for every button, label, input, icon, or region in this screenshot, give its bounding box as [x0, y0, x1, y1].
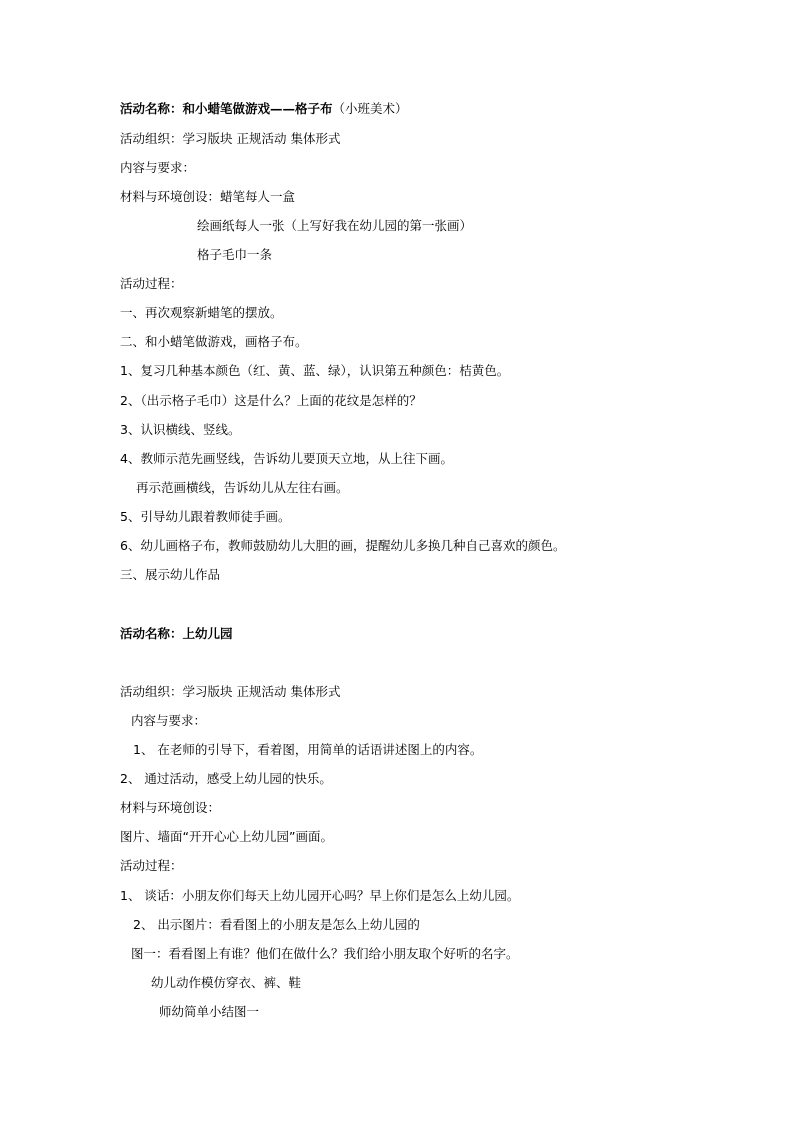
activity-1-item-2: 2、（出示格子毛巾）这是什么？上面的花纹是怎样的？ — [120, 393, 422, 408]
activity-1-item-5: 5、引导幼儿跟着教师徒手画。 — [120, 509, 291, 524]
activity-1-title-label: 活动名称： — [120, 101, 183, 116]
activity-1-item-3: 3、认识横线、竖线。 — [120, 422, 241, 437]
activity-1-process-heading: 活动过程： — [120, 276, 183, 291]
activity-1-materials-line-1: 材料与环境创设：蜡笔每人一盒 — [120, 189, 296, 204]
activity-1-step-2: 二、和小蜡笔做游戏，画格子布。 — [120, 334, 308, 349]
activity-1-materials-line-2: 绘画纸每人一张（上写好我在幼儿园的第一张画） — [197, 218, 473, 233]
activity-2-requirement-2: 2、 通过活动，感受上幼儿园的快乐。 — [120, 771, 332, 786]
activity-1-title-suffix: （小班美术） — [332, 101, 408, 116]
activity-2-title: 活动名称：上幼儿园 — [120, 626, 233, 641]
activity-2-process-1: 1、 谈话：小朋友你们每天上幼儿园开心吗？早上你们是怎么上幼儿园。 — [120, 888, 520, 903]
activity-1-item-6: 6、幼儿画格子布，教师鼓励幼儿大胆的画，提醒幼儿多换几种自己喜欢的颜色。 — [120, 538, 566, 553]
activity-1-materials-line-3: 格子毛巾一条 — [197, 247, 273, 262]
activity-1-item-1: 1、复习几种基本颜色（红、黄、蓝、绿），认识第五种颜色：桔黄色。 — [120, 363, 510, 378]
activity-1-requirements-heading: 内容与要求： — [120, 160, 196, 175]
activity-1-item-4-continued: 再示范画横线，告诉幼儿从左往右画。 — [136, 480, 349, 495]
activity-2-materials-line-1: 图片、墙面“开开心心上幼儿园”画面。 — [120, 829, 333, 844]
activity-1-organization: 活动组织：学习版块 正规活动 集体形式 — [120, 131, 341, 146]
activity-1-step-3: 三、展示幼儿作品 — [120, 567, 221, 582]
activity-2-process-2: 2、 出示图片：看看图上的小朋友是怎么上幼儿园的 — [133, 917, 420, 932]
activity-2-process-heading: 活动过程： — [120, 858, 183, 873]
activity-2-figure-1-imitation: 幼儿动作模仿穿衣、裤、鞋 — [151, 975, 302, 990]
activity-2-organization: 活动组织：学习版块 正规活动 集体形式 — [120, 684, 341, 699]
activity-2-figure-1-summary: 师幼简单小结图一 — [159, 1004, 260, 1019]
activity-1-title-text: 和小蜡笔做游戏——格子布 — [182, 101, 333, 116]
activity-1-item-4: 4、教师示范先画竖线，告诉幼儿要顶天立地，从上往下画。 — [120, 451, 453, 466]
activity-1-title — [120, 101, 408, 117]
activity-1-step-1: 一、再次观察新蜡笔的摆放。 — [120, 305, 283, 320]
activity-2-materials-heading: 材料与环境创设： — [120, 800, 221, 815]
activity-2-requirements-heading: 内容与要求： — [131, 713, 207, 728]
activity-2-figure-1: 图一：看看图上有谁？他们在做什么？我们给小朋友取个好听的名字。 — [131, 946, 519, 961]
activity-2-requirement-1: 1、 在老师的引导下，看着图，用简单的话语讲述图上的内容。 — [133, 742, 483, 757]
